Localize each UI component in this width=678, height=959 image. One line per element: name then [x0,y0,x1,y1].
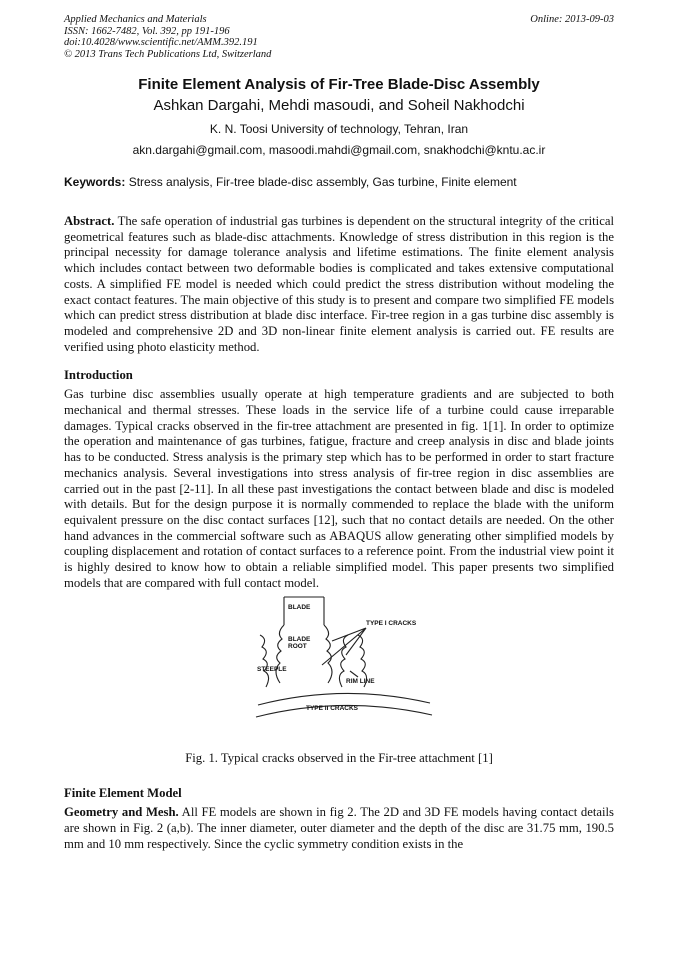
introduction-text: Gas turbine disc assemblies usually operate at high temperature gradients and are subjected to both mechanical and thermal stresses. These loads in the service life of a turbine could cause irreparable damages. Typical cracks observed in the fir-tree attachment are presented in fig. 1[1]. In order to optimize the operation and maintenance of gas turbines, fatigue, fracture and creep analysis in disc and blade joints has to be conducted. Stress analysis is the primary step which has to be performed in order to start fracture mechanics analysis. Several investigations into stress analysis of fir-tree region in disc assemblies are carried out in the past [2-11]. In all these past investigations the contact between blade and disc is modeled with details. But for the design purpose it is normally commended to replace the blade with the uniform equivalent pressure on the disc contact surfaces [12], such that no contact details are needed. On the other hand advances in the commercial software such as ABAQUS allow generating other simplified models by coupling displacement and rotation of contact surfaces to a reference point. From the industrial view point it is highly desired to know how to obtain a reliable simplified model. This paper presents two simplified models that are compared with full contact model. [64,387,614,590]
keywords [64,175,614,189]
rimline-leader [350,671,358,677]
doi-line: doi:10.4028/www.scientific.net/AMM.392.191 [64,37,258,48]
keywords-label: Keywords: [64,175,126,189]
geometry-mesh-text: All FE models are shown in fig 2. The 2D and 3D FE models having contact details are shown in Fig. 2 (a,b). The inner diameter, outer diameter and the depth of the disc are 31.75 mm, 190.5 mm and 10 mm respectively. Since the cyclic symmetry condition exists in the [64,805,614,851]
affiliation: K. N. Toosi University of technology, Tehran, Iran [209,122,469,136]
fir-tree-drawing [254,595,434,733]
abstract [64,214,614,355]
journal-header [64,14,614,72]
figure-1-caption: Fig. 1. Typical cracks observed in the Fir-tree attachment [1] [185,751,493,766]
label-blade: BLADE [288,604,311,612]
label-rim-line: RIM LINE [346,678,375,686]
blade-outline [284,597,324,625]
abstract-text: The safe operation of industrial gas turbines is dependent on the structural integrity of the critical geometrical features such as blade-disc attachments. Knowledge of stress distribution in this region is the principal necessity for damage tolerance analysis and lifetime estimations. The finite element analysis which includes contact between two deformable bodies is complicated and takes extensive computational costs. A simplified FE model is needed which could predict the stress distribution without modeling the exact contact features. The main objective of this study is to present and compare two simplified FE models which can predict stress distribution at blade disc interface. Fir-tree region in a gas turbine disc assembly is modeled and comprehensive 2D and 3D non-linear finite element analysis is carried out. FE results are verified using photo elasticity method. [64,214,614,354]
author-list: Ashkan Dargahi, Mehdi masoudi, and Soheil Nakhodchi [153,97,525,114]
paper-title: Finite Element Analysis of Fir-Tree Blade-Disc Assembly [138,76,540,93]
figure-1 [64,595,614,735]
geometry-mesh-runin: Geometry and Mesh. [64,805,179,820]
issn-line: ISSN: 1662-7482, Vol. 392, pp 191-196 [64,25,230,37]
paper-page [64,14,614,853]
abstract-label: Abstract. [64,214,115,228]
online-date: Online: 2013-09-03 [530,14,614,25]
blade-root-right [324,625,332,683]
keywords-text: Stress analysis, Fir-tree blade-disc assembly, Gas turbine, Finite element [125,175,517,189]
journal-name: Applied Mechanics and Materials [64,14,207,25]
introduction-heading: Introduction [64,368,133,383]
left-steeple [260,635,269,687]
label-blade-root: BLADE ROOT [288,636,311,651]
label-steeple: STEEPLE [257,666,287,674]
fe-model-heading: Finite Element Model [64,786,182,801]
copyright-line: © 2013 Trans Tech Publications Ltd, Switzerland [64,48,272,60]
rim-line-arc [258,694,430,706]
label-type2-cracks: TYPE II CRACKS [306,705,359,713]
author-emails: akn.dargahi@gmail.com, masoodi.mahdi@gmail.com, snakhodchi@kntu.ac.ir [132,143,546,157]
label-type1-cracks: TYPE I CRACKS [366,620,417,628]
blade-root-left [276,625,284,683]
fe-model-text [64,805,614,852]
